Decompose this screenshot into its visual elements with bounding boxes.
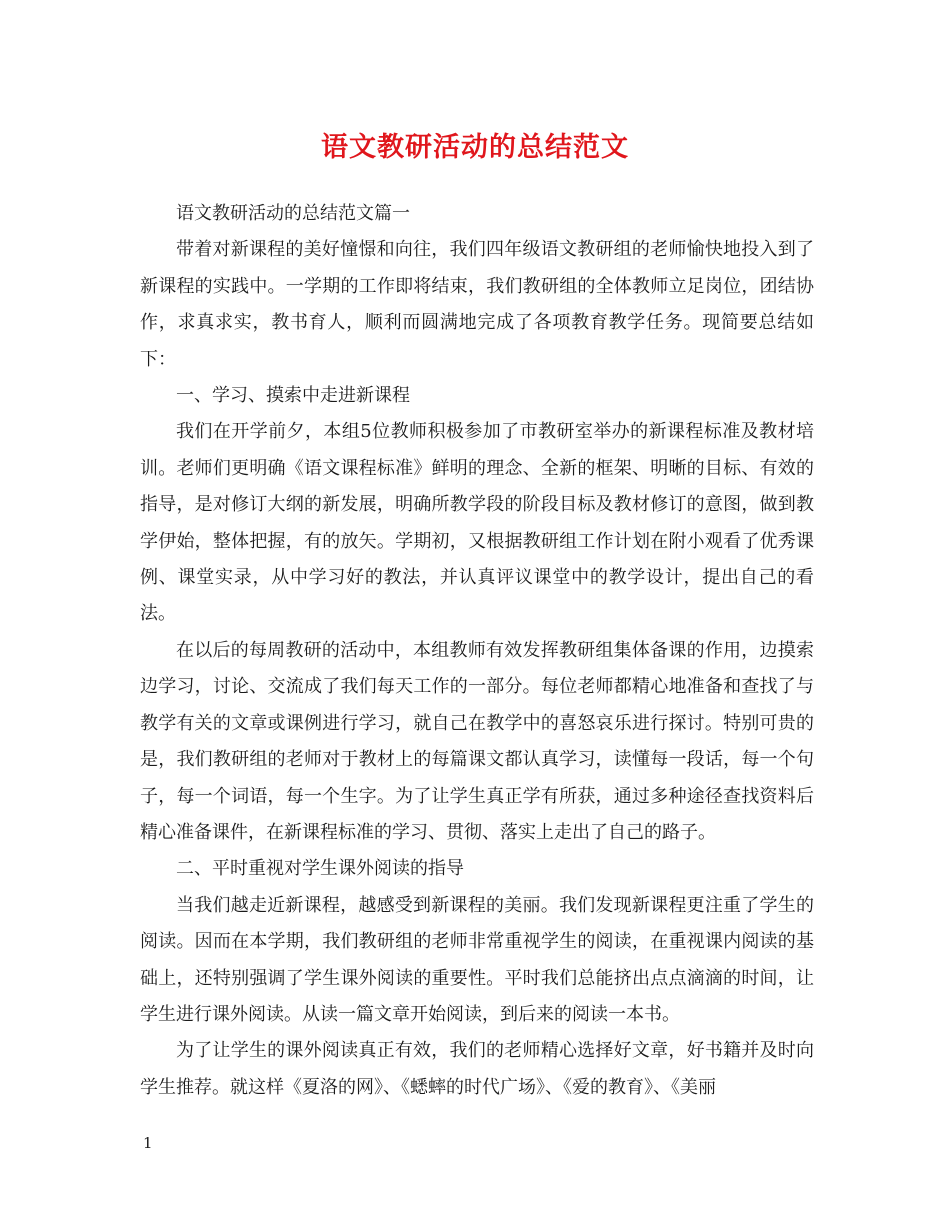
paragraph-subheading: 二、平时重视对学生课外阅读的指导 <box>176 858 464 880</box>
paragraph: 带着对新课程的美好憧憬和向往，我们四年级语文教研组的老师愉快地投入到了新课程的实践中。一学期的工作即将结束，我们教研组的全体教师立足岗位，团结协作，求真求实，教书育人，顺利而圆满地完成了各项教育教学任务。现简要总结如下： <box>140 239 814 370</box>
paragraph: 为了让学生的课外阅读真正有效，我们的老师精心选择好文章，好书籍并及时向学生推荐。就这样《夏洛的网》、《蟋蟀的时代广场》、《爱的教育》、《美丽 <box>140 1040 814 1098</box>
document-title: 语文教研活动的总结范文 <box>321 132 629 163</box>
page-number: 1 <box>143 1134 153 1152</box>
paragraph-subheading: 一、学习、摸索中走进新课程 <box>176 385 410 407</box>
paragraph: 我们在开学前夕，本组5位教师积极参加了市教研室举办的新课程标准及教材培训。老师们更明确《语文课程标准》鲜明的理念、全新的框架、明晰的目标、有效的指导，是对修订大纲的新发展，明确所教学段的阶段目标及教材修订的意图，做到教学伊始，整体把握，有的放矢。学期初，又根据教研组工作计划在附小观看了优秀课例、课堂实录，从中学习好的教法，并认真评议课堂中的教学设计，提出自己的看法。 <box>140 421 814 625</box>
document-body <box>140 196 814 1106</box>
paragraph: 当我们越走近新课程，越感受到新课程的美丽。我们发现新课程更注重了学生的阅读。因而在本学期，我们教研组的老师非常重视学生的阅读，在重视课内阅读的基础上，还特别强调了学生课外阅读的重要性。平时我们总能挤出点点滴滴的时间，让学生进行课外阅读。从读一篇文章开始阅读，到后来的阅读一本书。 <box>140 894 814 1025</box>
paragraph-section-heading: 语文教研活动的总结范文篇一 <box>176 203 410 224</box>
paragraph: 在以后的每周教研的活动中，本组教师有效发挥教研组集体备课的作用，边摸索边学习，讨论、交流成了我们每天工作的一部分。每位老师都精心地准备和查找了与教学有关的文章或课例进行学习，就自己在教学中的喜怒哀乐进行探讨。特别可贵的是，我们教研组的老师对于教材上的每篇课文都认真学习，读懂每一段话，每一个句子，每一个词语，每一个生字。为了让学生真正学有所获，通过多种途径查找资料后精心准备课件，在新课程标准的学习、贯彻、落实上走出了自己的路子。 <box>140 639 814 843</box>
